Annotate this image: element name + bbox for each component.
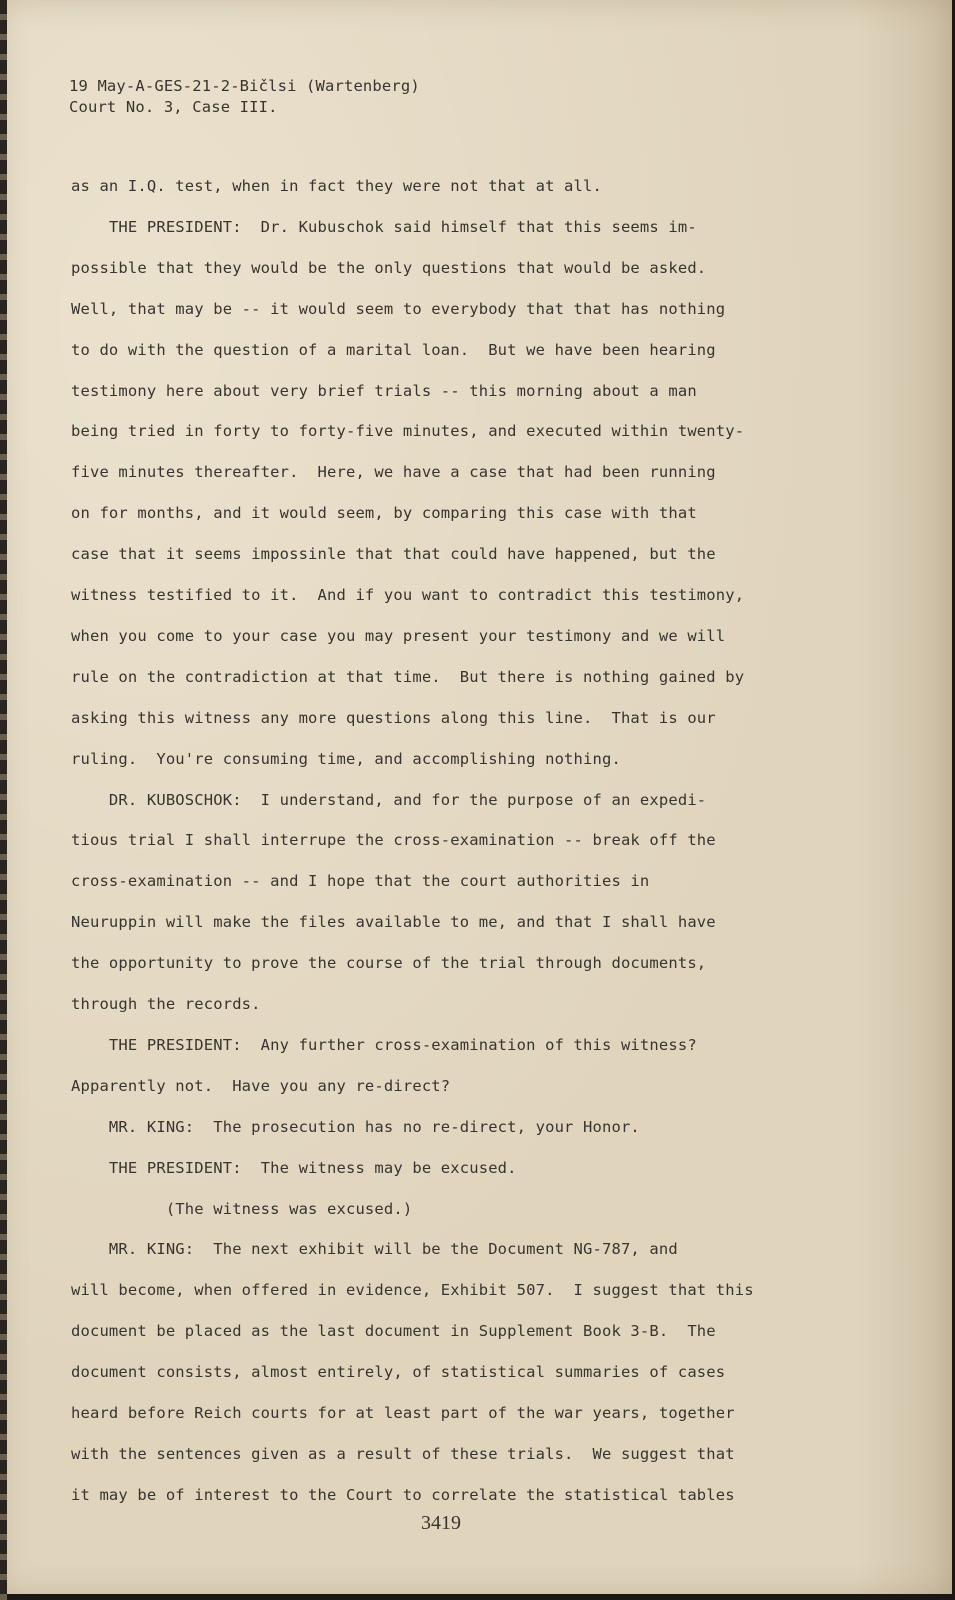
transcript-line: MR. KING: The prosecution has no re-direct, your Honor. [71, 1117, 640, 1136]
transcript-line: tious trial I shall interrupe the cross-examination -- break off the [71, 831, 716, 850]
transcript-line: THE PRESIDENT: The witness may be excused. [71, 1158, 517, 1177]
transcript-line: through the records. [71, 995, 261, 1013]
transcript-line: Apparently not. Have you any re-direct? [71, 1076, 451, 1095]
transcript-line: document be placed as the last document in Supplement Book 3-B. The [71, 1322, 716, 1341]
transcript-line: MR. KING: The next exhibit will be the Document NG-787, and [71, 1240, 678, 1259]
transcript-line: possible that they would be the only questions that would be asked. [71, 258, 707, 277]
transcript-line: THE PRESIDENT: Dr. Kubuschok said himself that this seems im- [71, 217, 697, 236]
transcript-line: with the sentences given as a result of these trials. We suggest that [71, 1444, 735, 1463]
transcript-line: THE PRESIDENT: Any further cross-examination of this witness? [71, 1035, 697, 1054]
transcript-line: rule on the contradiction at that time. But there is nothing gained by [71, 667, 745, 686]
transcript-line: being tried in forty to forty-five minutes, and executed within twenty- [71, 422, 745, 441]
transcript-line: on for months, and it would seem, by comparing this case with that [71, 504, 697, 523]
transcript-line: it may be of interest to the Court to correlate the statistical tables [71, 1485, 735, 1504]
transcript-line: Well, that may be -- it would seem to everybody that that has nothing [71, 299, 726, 318]
transcript-line: (The witness was excused.) [71, 1199, 413, 1218]
header-line-1: 19 May-A-GES-21-2-Bičlsi (Wartenberg) [69, 77, 420, 95]
header-line-2: Court No. 3, Case III. [69, 98, 278, 116]
transcript-line: as an I.Q. test, when in fact they were not that at all. [71, 177, 602, 195]
transcript-line: DR. KUBOSCHOK: I understand, and for the purpose of an expedi- [71, 790, 707, 809]
transcript-line: ruling. You're consuming time, and accomplishing nothing. [71, 749, 621, 768]
transcript-line: case that it seems impossinle that that could have happened, but the [71, 545, 716, 564]
transcript-line: five minutes thereafter. Here, we have a case that had been running [71, 463, 716, 482]
transcript-line: heard before Reich courts for at least part of the war years, together [71, 1404, 735, 1422]
transcript-line: the opportunity to prove the course of the trial through documents, [71, 954, 707, 973]
transcript-line: when you come to your case you may present your testimony and we will [71, 626, 726, 645]
transcript-line: witness testified to it. And if you want to contradict this testimony, [71, 586, 745, 604]
transcript-line: Neuruppin will make the files available to me, and that I shall have [71, 913, 716, 932]
transcript-line: to do with the question of a marital loan. But we have been hearing [71, 340, 716, 359]
transcript-line: asking this witness any more questions along this line. That is our [71, 708, 716, 727]
binding-edge [0, 0, 7, 1600]
page-number: 3419 [421, 1512, 461, 1534]
transcript-line: document consists, almost entirely, of statistical summaries of cases [71, 1363, 726, 1382]
transcript-line: will become, when offered in evidence, Exhibit 507. I suggest that this [71, 1281, 754, 1300]
transcript-line: cross-examination -- and I hope that the court authorities in [71, 872, 650, 891]
transcript-line: testimony here about very brief trials -- this morning about a man [71, 381, 697, 400]
